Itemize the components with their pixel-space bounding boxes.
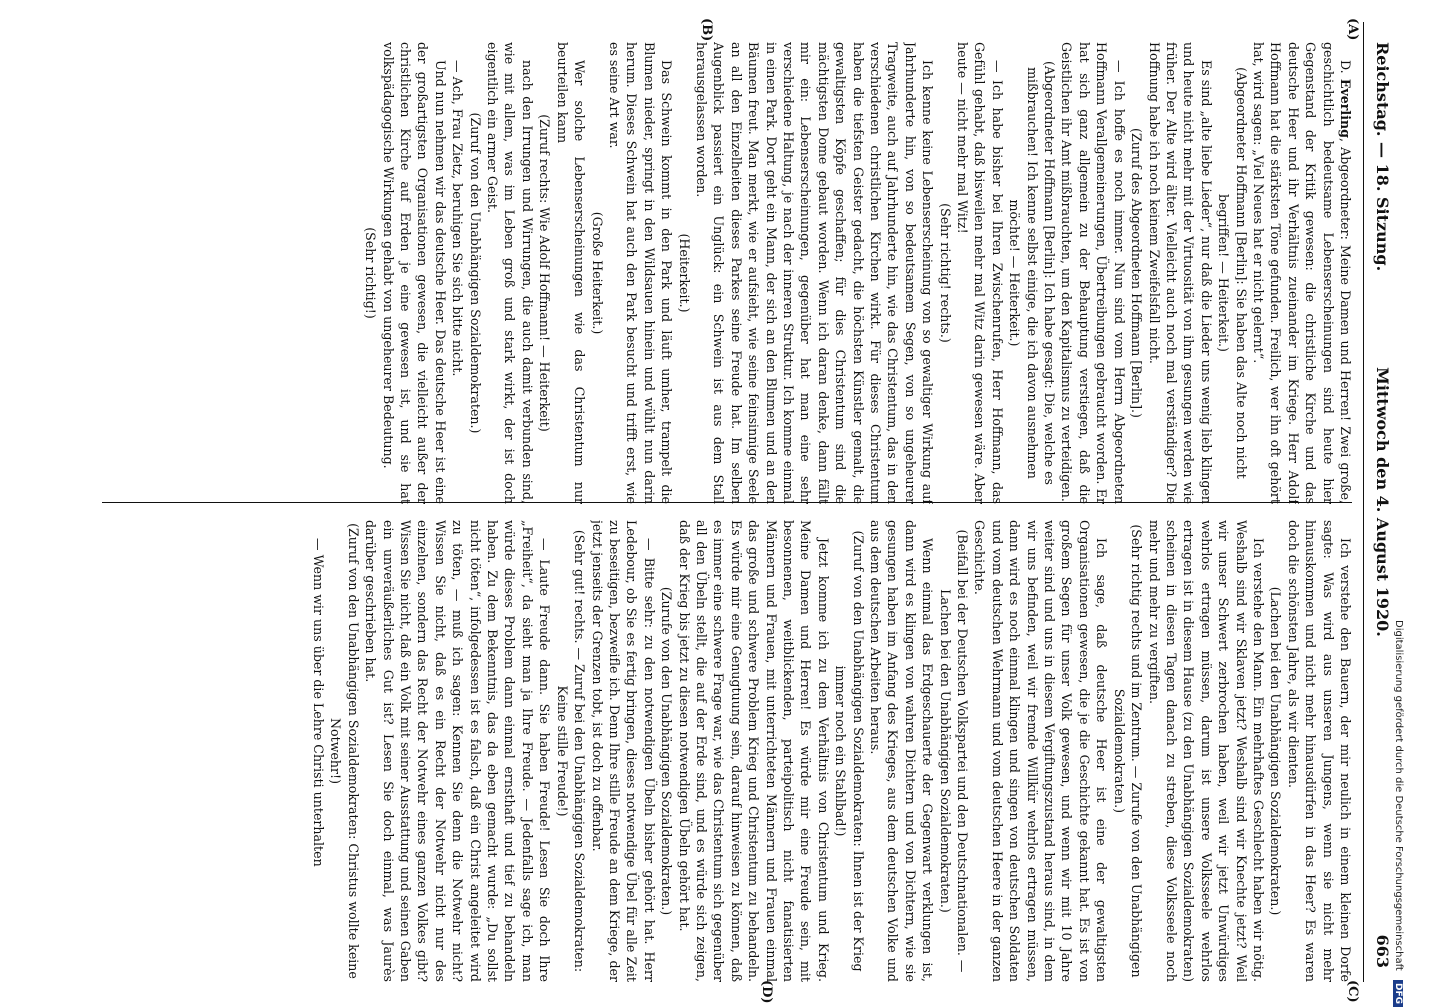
text-columns [94,18,1360,1004]
paragraph: Ich verstehe den Mann. Ein mehrhaftes Geschlecht haben wir nötig. Weshalb sind wir Sklaven jetzt? Weshalb sind wir Knechte jetzt? Weil wir unser Schwert zerbrochen haben, weil wir jetzt Unwürdiges wehrlos ertragen müssen, darum ist unsere Volksseele wehrlos ertragen ist in diesem Hause (zu den Unabhängigen Sozialdemokraten) scheinen in diesen Tagen danach zu streben, diese Volksseele noch mehr und mehr zu vergiften. [1146,520,1266,982]
paragraph: — Laute Freude dann. Sie haben Freude! Lesen Sie doch Ihre „Freiheit“, da sieht man ja Ihre Freude. — Jedenfalls sage ich, man würde dieses Problem dann einmal ernsthaft und tief zu behandeln haben. Zu dem Bekenntnis, das da eben gemacht wurde: „Du sollst nicht töten“, infolgedessen ist es falsch, daß ein Christ angeleitet wird zu töten, — muß ich sagen: Kennen Sie denn die Notwehr nicht? Wissen Sie nicht, daß es ein Recht der Notwehr nicht nur des einzelnen, sondern das Recht der Notwehr eines ganzen Volkes gibt? Wissen Sie nicht, daß ein Volk mit seiner Ausstattung und seinen Gaben ein unveräußerliches Gut ist? Lesen Sie doch einmal, was Jaurès darüber geschrieben hat. [363,520,553,982]
margin-marker-a: (A) [1345,18,1360,41]
interjection: (Beifall bei der Deutschen Volkspartei und den Deutschnationalen. — Lachen bei den Unabhängigen Sozialdemokraten.) [937,529,971,973]
left-column [94,42,1354,504]
interjection: (Heiterkeit.) [676,233,692,313]
column-divider [102,502,1352,503]
interjection: (Zuruf des Abgeordneten Hoffmann [Berlin].) [1129,128,1145,418]
interjection: (Zuruf von den Unabhängigen Sozialdemokraten.) [467,112,483,434]
digitization-credit [1382,620,1404,1005]
interjection: (Sehr richtig! rechts.) [937,203,953,343]
paragraph: Ich kenne keine Lebenserscheinung von so gewaltiger Wirkung auf Jahrhunderte hin, von so bedeutsamem Segen, von so ungeheurer Tragweite, auch auf Jahrhunderte hin, wie das Christentum, das in den verschiedenen christlichen Kirchen wirkt. Für dieses Christentum haben die tiefsten Geister gedacht, die höchsten Künstler gemalt, die gewaltigsten Köpfe geschaffen; für dies Christentum sind die mächtigsten Dome gebaut worden. Wenn ich daran denke, dann fällt mir ein: Lebenserscheinungen, gegenüber hat man eine sehr verschiedene Haltung, je nach der inneren Struktur. Ich komme einmal in einen Park. Dort geht ein Mann, der sich an den Blumen und an den Bäumen freut. Man merkt, wie er aufsieht, wie seine feinsinnige Seele an all den Einzelheiten dieses Parkes seine Freude hat. Im selben Augenblick passiert ein Unglück: ein Schwein ist aus dem Stall herausgelassen worden. [693,42,936,504]
paragraph: — Ich hoffe es noch immer. Nun sind vom Herrn Abgeordneten Hoffmann Verallgemeinerungen, Übertreibungen gebraucht worden. Er hat sich ganz allgemein zu der Behauptung verstiegen, daß die Geistlichen ihr Amt mißbrauchten, um den Kapitalismus zu verteidigen. [1059,42,1127,504]
paragraph: — Wenn wir uns über die Lehre Christi unterhalten [311,538,327,867]
credit-text: Digitalisierung gefördert durch die Deutsche Forschungsgemeinschaft [1393,620,1404,971]
paragraph: Ich verstehe den Bauern, der mir neulich in einem kleinen Dorfe sagte: Was wird aus unseren Jungens, wenn sie nicht mehr hinauskommen und nicht mehr hinausdürfen in das Heer? Es waren doch die schönsten Jahre, als wir dienten. [1285,520,1353,982]
paragraph: Ich sage, daß deutsche Heer ist eine der gewaltigsten Organisationen gewesen, die je die Geschichte gekannt hat. Es ist von großem Segen für unser Volk gewesen, und wenn wir mit 10 Jahre weiter sind und uns in diesem Vergiftungszustand heraus sind, in dem wir uns befinden, weil wir fremde Willkür wehrlos ertragen müssen, dann wird es noch einmal klingen und singen von deutschen Soldaten und vom deutschen Wehrmann und vom deutschen Heere in der ganzen Geschichte. [972,520,1110,982]
margin-marker-b: (B) [699,18,714,42]
paragraph: — Bitte sehr: zu den notwendigen Übeln bisher gehört hat. Herr Ledebour, ob Sie es fertig bringen, dieses notwendige Übel für alle Zeit zu beseitigen, bezweifle ich. Denn Ihre stille Freude an dem Kriege, der jetzt jenseits der Grenzen tobt, ist doch zu offenbar. [589,520,657,982]
interjection: (Sehr richtig rechts und im Zentrum. — Zurufe von den Unabhängigen Sozialdemokraten.) [1111,524,1145,978]
header-session: Reichstag. — 18. Sitzung. [1373,42,1392,272]
page-number: 663 [1373,934,1392,968]
paragraph: Und nun nehmen wir das deutsche Heer. Das deutsche Heer ist eine der großartigsten Organisationen gewesen, die vielleicht außer der christlichen Kirche auf Erden je eine gewesen ist, und sie hat volkspädagogische Wirkungen gehabt von ungeheurer Bedeutung. [380,42,448,504]
paragraph: Es sind „alte liebe Lieder“, nur daß die Lieder uns wenig lieb klingen und heute nicht mehr mit der Virtuosität von ihm gesungen werden wie früher. Der Alte wird älter. Vielleicht auch noch mal verständiger? Die Hoffnung habe ich noch keinem Zweifelsfall nicht. [1146,42,1214,504]
interjection: (Zuruf von den Unabhängigen Sozialdemokraten: Ihnen ist der Krieg immer noch ein Stahlbad!) [833,530,866,972]
margin-marker-c: (C) [1345,980,1360,1003]
paragraph: Das Schwein kommt in den Park und läuft umher, trampelt die Blumen nieder, springt in den Wildsauen hinein und wühlt nun darin herum. Dieses Schwein hat auch den Park besucht und trifft erst, wie es seine Art war. [606,42,675,504]
interjection: (Zuruf rechts: Wie Adolf Hoffmann! — Heiterkeit) [537,114,553,432]
interjection: (Sehr gut! rechts. — Zuruf bei den Unabhängigen Sozialdemokraten: Keine stille Freude!) [554,529,588,973]
interjection: (Abgeordneter Hoffmann [Berlin]: Sie haben das Alte noch nicht begriffen! — Heiterkeit.) [1216,67,1249,479]
interjection: (Lachen bei den Unabhängigen Sozialdemokraten.) [1268,586,1284,916]
header-date: Mittwoch den 4. August 1920. [1373,367,1392,637]
right-column [94,520,1354,982]
interjection: (Große Heiterkeit.) [589,211,605,335]
paragraph: Wer solche Lebenserscheinungen wie das Christentum nur beurteilen kann [554,42,588,504]
speaker-title: D. [1338,60,1353,79]
speech-text: , Abgeordneter: Meine Damen und Herren! Zwei große, geschichtlich bedeutsame Lebenserscheinungen sind heute hier Gegenstand der Kritik gewesen: die christliche Kirche und das deutsche Heer und ihr Verhältnis zueinander im Kriege. Herr Adolf Hoffmann hat die stärksten Töne gefunden. Freilich, wer ihn oft gehört hat, wird sagen: „Viel Neues hat er nicht gelernt“. [1250,42,1353,504]
interjection: (Abgeordneter Hoffmann [Berlin]: Ich habe gesagt: Die, welche es mißbrauchen! Ich kenne selbst einige, die ich davon ausnehmen möchte! — Heiterkeit.) [1007,60,1058,486]
dfg-logo: DFG [1393,980,1403,1007]
speaker-name: Everling [1338,78,1353,138]
interjection: (Sehr richtig!) [363,227,379,319]
paragraph: Jetzt komme ich zu dem Verhältnis von Christentum und Krieg. Meine Damen und Herren! Es würde mir eine Freude sein, mit besonnenen, weitblickenden, parteipolitisch nicht fanatisierten Männern und Frauen, mit unterrichteten Männern und Frauen einmal das große und schwere Problem Krieg und Christentum zu behandeln. Es würde mir eine Genugtuung sein, darauf hinweisen zu können, daß es immer eine schwere Frage war, wie das Christentum sich gegenüber all den Übeln stellt, die auf der Erde sind, und es würde sich zeigen, daß der Krieg bis jetzt zu diesen notwendigen Übeln gehört hat. [676,520,831,982]
paragraph: nach den Irrungen und Wirrungen, die auch damit verbunden sind, wie mit allem, was im Leben groß und stark wirkt, der ist doch eigentlich ein armer Geist. [485,42,535,504]
interjection: (Zuruf von den Unabhängigen Sozialdemokraten: Christus wollte keine Notwehr!) [328,523,361,979]
paragraph: — Ich habe bisher bei Ihren Zwischenrufen, Herr Hoffmann, das Gefühl gehabt, daß bisweilen mehr mal Witz darin gewesen wäre. Aber heute — nicht mehr mal Witz! [955,42,1005,504]
margin-marker-d: (D) [759,980,774,1004]
speaker-paragraph [1250,42,1354,504]
paragraph: — Ach, Frau Zietz, beruhigen Sie sich bitte nicht. [450,60,466,377]
interjection: (Zurufe von den Unabhängigen Sozialdemokraten.) [659,586,675,916]
paragraph: Wenn einmal das Erdgeschauerte der Gegenwart verklungen ist, dann wird es klingen von wahren Dichtern und von Dichtern, wie sie gesungen haben im Anfang des Krieges, aus dem deutschen Volke und aus dem deutschen Arbeiten heraus. [868,520,936,982]
